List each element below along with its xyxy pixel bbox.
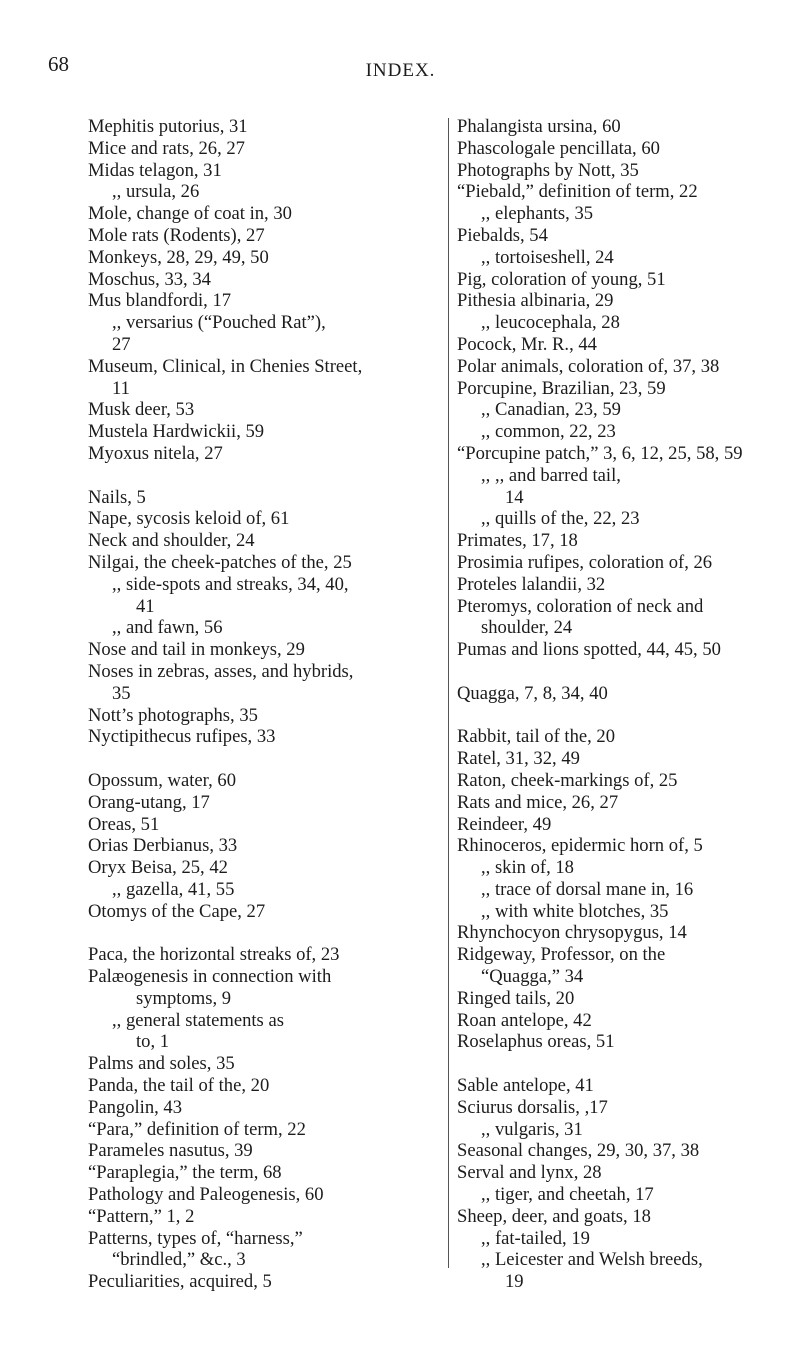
index-entry: 19 (505, 1271, 524, 1293)
index-entry: Nose and tail in monkeys, 29 (88, 639, 305, 661)
index-entry: Raton, cheek-markings of, 25 (457, 769, 678, 791)
index-entry: Nilgai, the cheek-patches of the, 25 (88, 551, 352, 573)
index-entry: shoulder, 24 (481, 617, 573, 639)
page-number: 68 (48, 52, 69, 76)
index-entry: Phalangista ursina, 60 (457, 116, 621, 137)
index-entry: Pteromys, coloration of neck and (457, 595, 704, 617)
index-entry: 41 (136, 595, 155, 617)
column-divider (448, 118, 449, 1268)
index-entry: Palæogenesis in connection with (88, 966, 332, 988)
index-entry: Mephitis putorius, 31 (88, 116, 248, 137)
index-entry: ,, general statements as (112, 1009, 284, 1031)
index-entry: Moschus, 33, 34 (88, 268, 211, 290)
index-entry: Sciurus dorsalis, ,17 (457, 1096, 608, 1118)
index-entry: Midas telagon, 31 (88, 159, 222, 181)
index-entry: Roselaphus oreas, 51 (457, 1031, 615, 1053)
index-entry: 27 (112, 333, 131, 355)
index-entry: 14 (505, 486, 524, 508)
index-entry: ,, elephants, 35 (481, 203, 594, 225)
index-entry: Primates, 17, 18 (457, 530, 578, 552)
index-entry: Polar animals, coloration of, 37, 38 (457, 355, 720, 377)
index-entry: Patterns, types of, “harness,” (88, 1227, 303, 1249)
index-entry: ,, ursula, 26 (112, 181, 200, 203)
index-entry: Orang-utang, 17 (88, 791, 210, 813)
index-entry: Piebalds, 54 (457, 224, 548, 246)
index-entry: Mice and rats, 26, 27 (88, 137, 245, 159)
index-entry: Musk deer, 53 (88, 399, 195, 421)
index-entry: Phascologale pencillata, 60 (457, 137, 660, 159)
index-entry: Nape, sycosis keloid of, 61 (88, 508, 290, 530)
index-entry: Oreas, 51 (88, 813, 160, 835)
index-entry: Rhinoceros, epidermic horn of, 5 (457, 835, 703, 857)
index-entry: ,, and fawn, 56 (112, 617, 223, 639)
index-entry: Peculiarities, acquired, 5 (88, 1271, 272, 1293)
index-entry: ,, quills of the, 22, 23 (481, 508, 640, 530)
index-entry: Otomys of the Cape, 27 (88, 900, 266, 922)
index-entry: Rhynchocyon chrysopygus, 14 (457, 922, 687, 944)
index-entry: Sheep, deer, and goats, 18 (457, 1205, 651, 1227)
index-entry: Seasonal changes, 29, 30, 37, 38 (457, 1140, 700, 1162)
index-entry: ,, vulgaris, 31 (481, 1118, 583, 1140)
index-entry: Reindeer, 49 (457, 813, 552, 835)
index-entry: “Porcupine patch,” 3, 6, 12, 25, 58, 59 (457, 442, 743, 464)
index-entry: Pig, coloration of young, 51 (457, 268, 666, 290)
index-entry: ,, trace of dorsal mane in, 16 (481, 878, 694, 900)
index-entry: 11 (112, 377, 130, 399)
index-entry: ,, common, 22, 23 (481, 421, 616, 443)
index-entry: Serval and lynx, 28 (457, 1162, 602, 1184)
index-entry: Rabbit, tail of the, 20 (457, 726, 616, 748)
index-entry: Pithesia albinaria, 29 (457, 290, 614, 312)
index-entry: Nails, 5 (88, 486, 146, 508)
index-entry: Proteles lalandii, 32 (457, 573, 606, 595)
index-entry: ,, tiger, and cheetah, 17 (481, 1184, 654, 1206)
index-entry: Pumas and lions spotted, 44, 45, 50 (457, 639, 721, 661)
index-entry: ,, skin of, 18 (481, 857, 574, 879)
index-entry: ,, with white blotches, 35 (481, 900, 669, 922)
index-entry: “brindled,” &c., 3 (112, 1249, 246, 1271)
index-entry: Roan antelope, 42 (457, 1009, 592, 1031)
index-entry: Quagga, 7, 8, 34, 40 (457, 682, 608, 704)
index-entry: Museum, Clinical, in Chenies Street, (88, 355, 363, 377)
index-entry: ,, fat-tailed, 19 (481, 1227, 590, 1249)
index-entry: Palms and soles, 35 (88, 1053, 235, 1075)
index-entry: Ridgeway, Professor, on the (457, 944, 666, 966)
index-entry: ,, gazella, 41, 55 (112, 878, 235, 900)
index-entry: 35 (112, 682, 131, 704)
index-entry: ,, Leicester and Welsh breeds, (481, 1249, 703, 1271)
index-column-left (88, 116, 440, 1293)
index-entry: Ratel, 31, 32, 49 (457, 748, 580, 770)
index-entry: Photographs by Nott, 35 (457, 159, 639, 181)
index-entry: “Para,” definition of term, 22 (88, 1118, 306, 1140)
index-entry: “Paraplegia,” the term, 68 (88, 1162, 282, 1184)
index-entry: symptoms, 9 (136, 987, 232, 1009)
index-entry: Mole rats (Rodents), 27 (88, 224, 265, 246)
running-head: INDEX. (365, 60, 436, 81)
index-entry: Mus blandfordi, 17 (88, 290, 232, 312)
index-entry: Oryx Beisa, 25, 42 (88, 857, 228, 879)
index-entry: Porcupine, Brazilian, 23, 59 (457, 377, 666, 399)
index-entry: Nott’s photographs, 35 (88, 704, 258, 726)
index-entry: Panda, the tail of the, 20 (88, 1075, 270, 1097)
index-entry: “Piebald,” definition of term, 22 (457, 181, 698, 203)
index-entry: ,, leucocephala, 28 (481, 312, 620, 334)
index-entry: Ringed tails, 20 (457, 987, 575, 1009)
index-entry: Orias Derbianus, 33 (88, 835, 238, 857)
index-column-right (457, 116, 787, 1293)
index-entry: Parameles nasutus, 39 (88, 1140, 253, 1162)
index-entry: Noses in zebras, asses, and hybrids, (88, 660, 354, 682)
index-entry: Pangolin, 43 (88, 1096, 183, 1118)
index-entry: to, 1 (136, 1031, 170, 1053)
index-entry: ,, tortoiseshell, 24 (481, 246, 614, 268)
index-entry: “Quagga,” 34 (481, 966, 584, 988)
index-entry: Pathology and Paleogenesis, 60 (88, 1184, 324, 1206)
index-entry: Sable antelope, 41 (457, 1075, 594, 1097)
index-entry: Neck and shoulder, 24 (88, 530, 255, 552)
index-entry: Paca, the horizontal streaks of, 23 (88, 944, 340, 966)
index-entry: Myoxus nitela, 27 (88, 442, 223, 464)
index-entry: Nyctipithecus rufipes, 33 (88, 726, 276, 748)
index-entry: Mole, change of coat in, 30 (88, 203, 292, 225)
index-entry: “Pattern,” 1, 2 (88, 1205, 195, 1227)
index-entry: ,, ,, and barred tail, (481, 464, 621, 486)
index-entry: ,, versarius (“Pouched Rat”), (112, 312, 326, 334)
index-entry: Opossum, water, 60 (88, 769, 236, 791)
index-entry: Pocock, Mr. R., 44 (457, 333, 597, 355)
index-entry: Prosimia rufipes, coloration of, 26 (457, 551, 713, 573)
index-entry: Mustela Hardwickii, 59 (88, 421, 265, 443)
index-entry: Monkeys, 28, 29, 49, 50 (88, 246, 269, 268)
index-entry: ,, Canadian, 23, 59 (481, 399, 621, 421)
index-entry: ,, side-spots and streaks, 34, 40, (112, 573, 349, 595)
index-entry: Rats and mice, 26, 27 (457, 791, 619, 813)
